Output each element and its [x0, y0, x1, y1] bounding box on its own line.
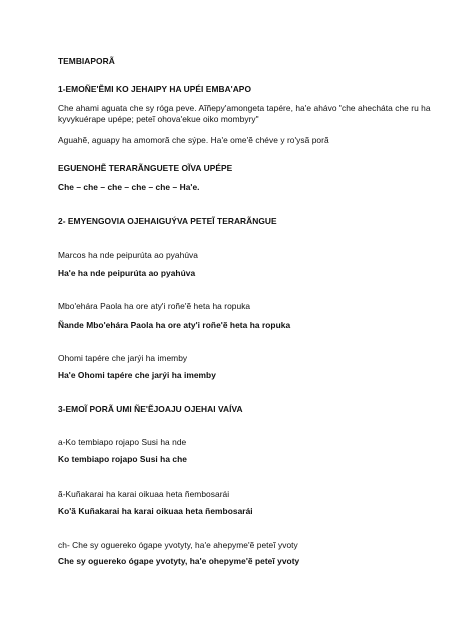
- section1-paragraph2: Aguahẽ, aguapy ha amomorã che sýpe. Ha'e ome'ẽ chéve y ro'ysã porã: [58, 135, 329, 145]
- section2-question-2: Mbo'ehára Paola ha ore aty'i roñe'ẽ heta ha ropuka: [58, 301, 251, 311]
- guide-answer: Che – che – che – che – che – Ha'e.: [58, 182, 200, 192]
- section3-answer-2: Ko'ã Kuñakarai ha karai oikuaa heta ñembosarái: [58, 506, 253, 516]
- document-title: TEMBIAPORÃ: [58, 56, 115, 66]
- section2-question-3: Ohomi tapére che jarýi ha imemby: [58, 353, 188, 363]
- section2-answer-3: Ha'e Ohomi tapére che jarýi ha imemby: [58, 370, 216, 380]
- section3-answer-3: Che sy oguereko ógape yvotyty, ha'e ohepyme'ẽ peteĩ yvoty: [58, 556, 300, 566]
- section1-paragraph1-line1: Che ahami aguata che sy róga peve. Aĩñepy'amongeta tapére, ha'e ahávo "che ahecháta che ru ha: [58, 103, 431, 113]
- section3-question-2: ã-Kuñakarai ha karai oikuaa heta ñembosarái: [58, 489, 230, 499]
- section3-answer-1: Ko tembiapo rojapo Susi ha che: [58, 454, 188, 464]
- section3-question-1: a-Ko tembiapo rojapo Susi ha nde: [58, 437, 187, 447]
- section1-paragraph1-line2: kyvykuérape upépe; peteĩ ohova'ekue oiko mombyry": [58, 114, 259, 124]
- section2-question-1: Marcos ha nde peipurúta ao pyahúva: [58, 250, 198, 260]
- section3-question-3: ch- Che sy oguereko ógape yvotyty, ha'e ahepyme'ẽ peteĩ yvoty: [58, 540, 298, 550]
- section2-answer-2: Ñande Mbo'ehára Paola ha ore aty'i roñe'ẽ heta ha ropuka: [58, 320, 291, 330]
- section2-heading: 2- EMYENGOVIA OJEHAIGUÝVA PETEĨ TERARÃNGUE: [58, 216, 277, 226]
- section1-heading: 1-EMOÑE'ẼMI KO JEHAIPY HA UPÉI EMBA'APO: [58, 84, 252, 94]
- guide-heading: EGUENOHẼ TERARÃNGUETE OĨVA UPÉPE: [58, 163, 233, 173]
- section3-heading: 3-EMOĨ PORÃ UMI ÑE'ẼJOAJU OJEHAI VAÍVA: [58, 404, 243, 414]
- section2-answer-1: Ha'e ha nde peipurúta ao pyahúva: [58, 268, 196, 278]
